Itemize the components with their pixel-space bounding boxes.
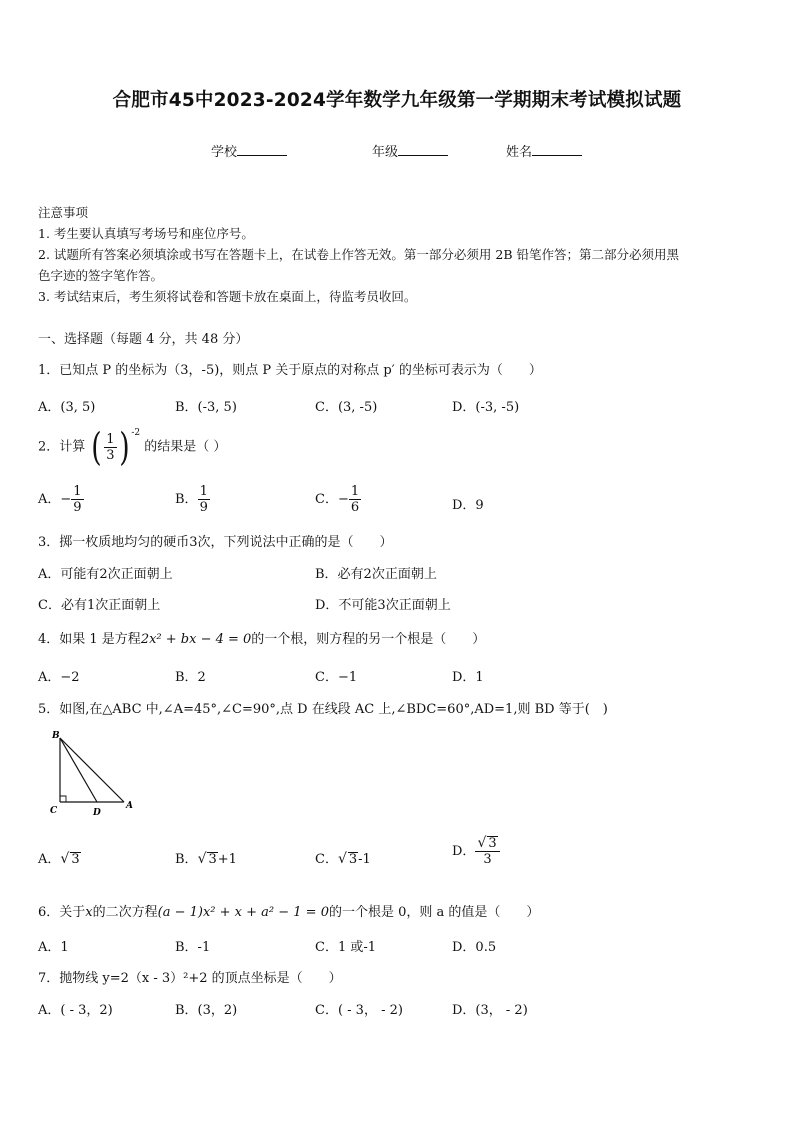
q4-equation: 2x² + bx − 4 = 0 [140,632,252,647]
sqrt-icon: √ [197,851,207,867]
question-6-stem [38,901,539,920]
q5-c-radicand: 3 [348,852,358,867]
q2-b-fraction [198,484,210,515]
left-paren: ( [91,425,103,469]
q2-num: 1 [106,431,115,447]
q1-option-b[interactable]: B．(-3, 5) [175,400,237,415]
q2-b-num: 1 [199,484,208,499]
label-b: B [52,731,60,741]
q5-option-a[interactable] [38,848,81,867]
q7-option-b[interactable]: B．(3，2) [175,1003,238,1018]
notice-item: 2. 试题所有答案必须填涂或书写在答题卡上，在试卷上作答无效。第一部分必须用 2B 铅笔作答；第二部分必须用黑 [38,247,679,262]
q3-option-a[interactable]: A．可能有2次正面朝上 [38,567,173,582]
q5-option-b-label: B． [175,852,198,867]
question-3-stem: 3．掷一枚质地均匀的硬币3次，下列说法中正确的是（ ） [38,535,393,550]
school-label: 学校 [211,145,238,160]
q4-option-a[interactable]: A．−2 [38,670,80,685]
grade-label: 年级 [372,145,399,160]
q6-var: x [85,905,93,920]
q6-option-b[interactable]: B．-1 [175,940,211,955]
sqrt-icon: √ [477,835,487,851]
q6-option-c[interactable]: C．1 或-1 [315,940,377,955]
q2-den: 3 [106,447,115,463]
q2-fraction [104,432,116,463]
q7-option-d[interactable]: D．(3， - 2) [452,1003,528,1018]
q2-c-den: 6 [350,500,360,515]
school-field [211,141,287,160]
q1-option-a[interactable]: A．(3, 5) [38,400,96,415]
q2-b-den: 9 [199,500,208,515]
label-c: C [50,806,58,816]
q2-c-num: 1 [350,484,360,499]
notice-heading: 注意事项 [38,205,89,220]
triangle-figure [44,726,140,822]
q4-post: 的一个根，则方程的另一个根是（ ） [251,632,486,647]
sqrt-icon: √ [60,851,70,867]
q6-pre: 6．关于 [38,905,86,920]
q2-post: 的结果是（ ） [144,439,227,455]
question-7-stem: 7．抛物线 y=2（x - 3）²+2 的顶点坐标是（ ） [38,971,342,986]
q2-option-c[interactable] [315,484,361,515]
q1-option-c[interactable]: C．(3, -5) [315,400,378,415]
q4-option-d[interactable]: D．1 [452,670,484,685]
q1-option-d[interactable]: D．(-3, -5) [452,400,520,415]
q5-d-fraction [475,836,499,867]
q5-option-b[interactable] [175,848,237,867]
notice-item: 色字迹的签字笔作答。 [38,268,164,283]
q5-d-radicand: 3 [488,836,497,851]
q7-option-a[interactable]: A．( - 3，2) [38,1003,113,1018]
q6-option-d[interactable]: D．0.5 [452,940,497,955]
q5-c-tail: -1 [358,852,371,867]
q2-option-a-label: A． [38,492,61,507]
right-paren: ) [118,425,130,469]
q5-option-c-label: C． [315,852,338,867]
q5-b-radicand: 3 [208,852,217,867]
question-1-stem: 1．已知点 P 的坐标为（3，-5)，则点 P 关于原点的对称点 p′ 的坐标可表示为（ ） [38,363,542,378]
q2-a-den: 9 [73,500,82,515]
q5-a-radicand: 3 [71,852,80,867]
q5-b-tail: +1 [217,852,237,867]
q2-option-c-label: C． [315,492,338,507]
q5-option-a-label: A． [38,852,61,867]
q4-pre: 4．如果 1 是方程 [38,632,141,647]
page-title: 合肥市45中2023-2024学年数学九年级第一学期期末考试模拟试题 [112,90,682,111]
q6-equation: (a − 1)x² + x + a² − 1 = 0 [157,905,329,920]
q2-pre: 2．计算 [38,439,86,455]
q2-option-b-label: B． [175,492,198,507]
q6-option-a[interactable]: A．1 [38,940,69,955]
notice-item: 3. 考试结束后，考生须将试卷和答题卡放在桌面上，待监考员收回。 [38,289,417,304]
school-blank[interactable] [237,142,287,156]
minus-sign: − [60,492,72,507]
name-blank[interactable] [532,142,582,156]
q4-option-b[interactable]: B．2 [175,670,206,685]
section-heading: 一、选择题（每题 4 分，共 48 分） [38,332,249,347]
q2-option-a[interactable] [38,484,84,515]
q5-d-num [475,836,499,852]
q2-option-d[interactable]: D．9 [452,498,484,513]
grade-field [372,141,448,160]
q2-c-fraction [349,484,361,515]
q2-a-num: 1 [73,484,82,499]
label-a: A [126,801,133,811]
q5-option-d-label: D． [452,844,476,859]
q2-exponent: -2 [131,427,141,438]
label-d: D [93,808,101,818]
right-angle-mark [60,796,66,802]
q3-option-d[interactable]: D．不可能3次正面朝上 [315,598,451,613]
q5-option-d[interactable] [452,836,500,867]
q6-mid: 的二次方程 [92,905,158,920]
q4-option-c[interactable]: C．−1 [315,670,358,685]
q2-option-b[interactable] [175,484,210,515]
name-label: 姓名 [506,145,533,160]
name-field [506,141,582,160]
sqrt-icon: √ [337,851,347,867]
question-5-stem: 5．如图,在△ABC 中,∠A=45°,∠C=90°,点 D 在线段 AC 上,∠BDC=60°,AD=1,则 BD 等于( ) [38,702,608,717]
minus-sign: − [337,492,349,507]
q3-option-c[interactable]: C．必有1次正面朝上 [38,598,161,613]
question-4-stem [38,628,485,647]
q5-d-den: 3 [483,852,492,867]
grade-blank[interactable] [398,142,448,156]
q2-a-fraction [71,484,83,515]
q3-option-b[interactable]: B．必有2次正面朝上 [315,567,437,582]
notice-item: 1. 考生要认真填写考场号和座位序号。 [38,226,254,241]
q6-post: 的一个根是 0，则 a 的值是（ ） [328,905,540,920]
q5-option-c[interactable] [315,848,371,867]
q7-option-c[interactable]: C．( - 3， - 2) [315,1003,403,1018]
question-2-stem [38,425,227,469]
